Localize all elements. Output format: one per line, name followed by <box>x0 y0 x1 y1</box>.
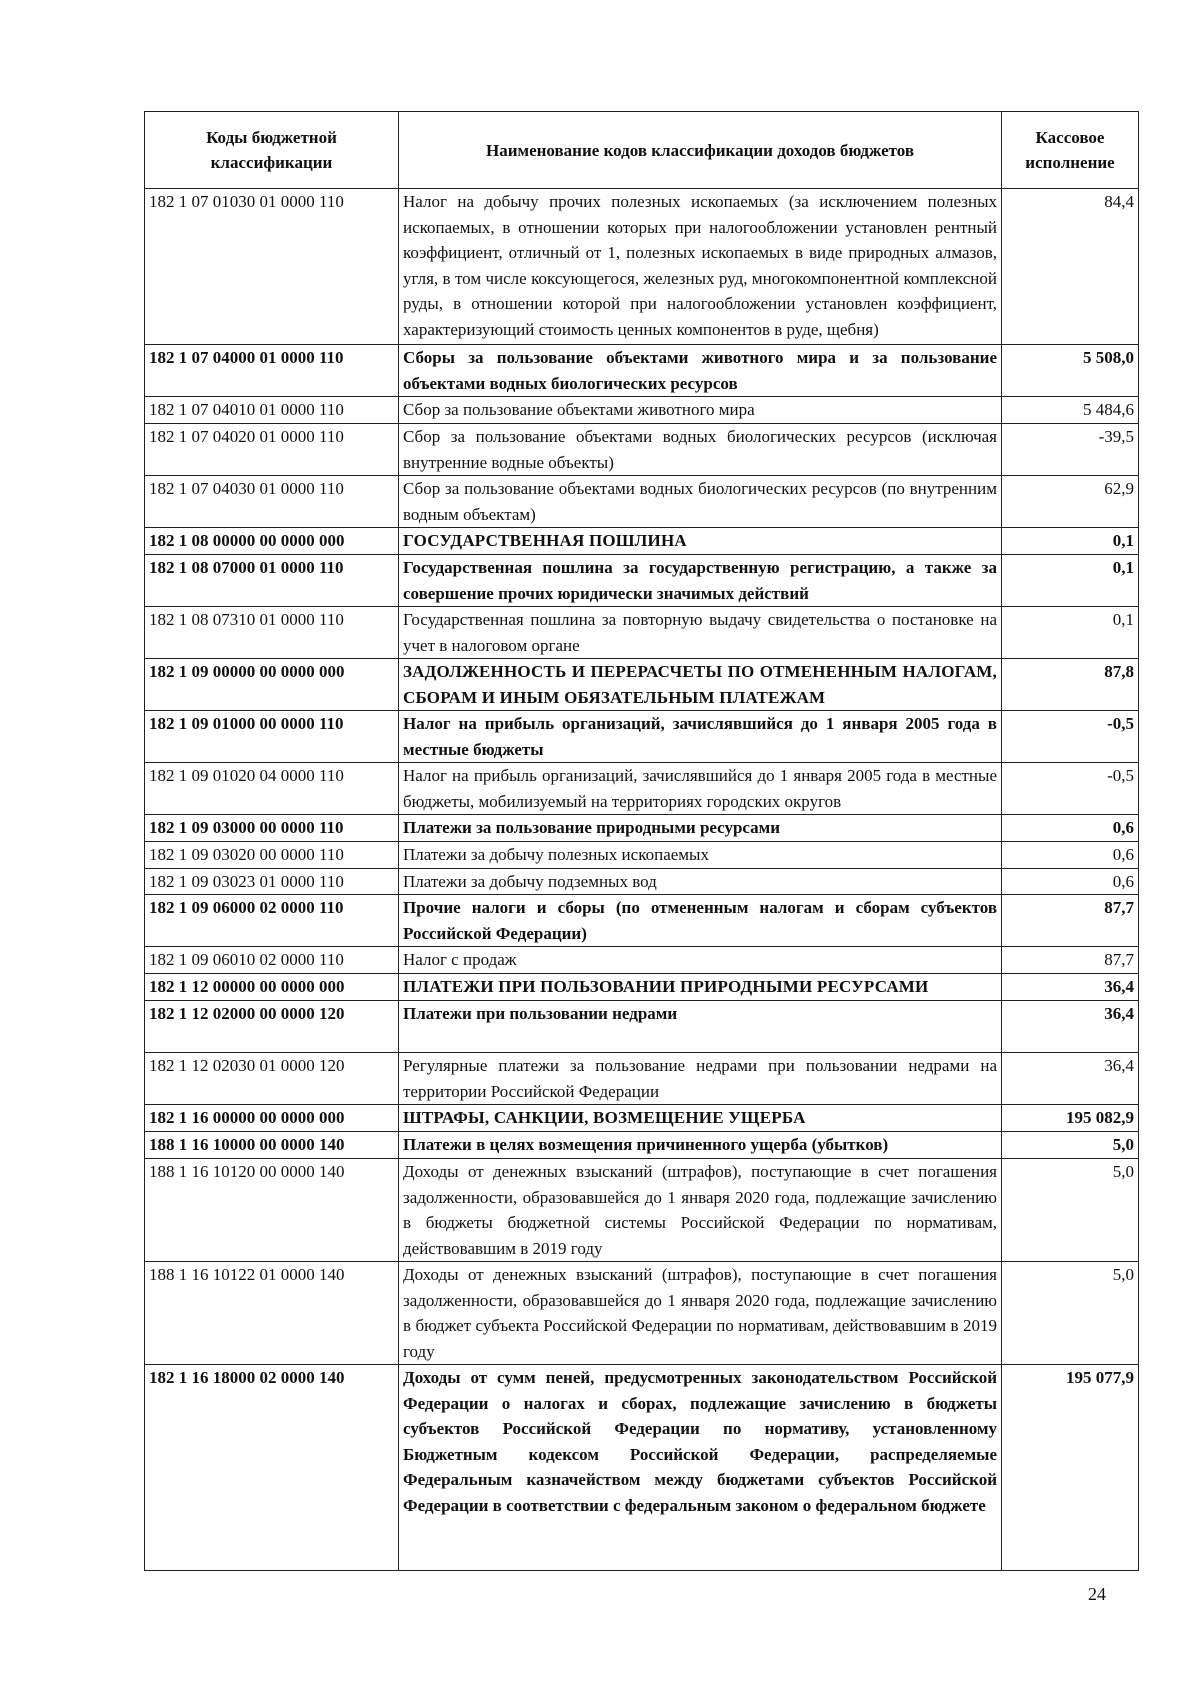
row-name: Платежи за добычу подземных вод <box>399 868 1002 895</box>
row-amount: 0,6 <box>1002 868 1139 895</box>
row-code: 182 1 09 06000 02 0000 110 <box>145 895 399 947</box>
row-amount: 36,4 <box>1002 1001 1139 1053</box>
row-amount: 5,0 <box>1002 1262 1139 1365</box>
row-code: 182 1 12 02030 01 0000 120 <box>145 1053 399 1105</box>
row-name: ГОСУДАРСТВЕННАЯ ПОШЛИНА <box>399 528 1002 555</box>
table-row <box>145 1262 1139 1365</box>
row-amount: -0,5 <box>1002 711 1139 763</box>
row-name: ЗАДОЛЖЕННОСТЬ И ПЕРЕРАСЧЕТЫ ПО ОТМЕНЕННЫМ НАЛОГАМ, СБОРАМ И ИНЫМ ОБЯЗАТЕЛЬНЫМ ПЛАТЕЖАМ <box>399 659 1002 711</box>
table-row <box>145 868 1139 895</box>
table-row <box>145 1053 1139 1105</box>
row-name: Налог на прибыль организаций, зачислявшийся до 1 января 2005 года в местные бюджеты, мобилизуемый на территориях городских округов <box>399 763 1002 815</box>
table-row <box>145 345 1139 397</box>
header-code: Коды бюджетной классификации <box>145 112 399 189</box>
row-amount: -0,5 <box>1002 763 1139 815</box>
row-name: Платежи в целях возмещения причиненного ущерба (убытков) <box>399 1132 1002 1159</box>
row-name: Сбор за пользование объектами водных биологических ресурсов (исключая внутренние водные объекты) <box>399 424 1002 476</box>
row-code: 182 1 09 06010 02 0000 110 <box>145 947 399 974</box>
table-row <box>145 711 1139 763</box>
table-row <box>145 189 1139 345</box>
table-body <box>145 189 1139 1571</box>
table-row <box>145 1105 1139 1132</box>
table-row <box>145 842 1139 869</box>
table-row <box>145 947 1139 974</box>
row-name: Платежи при пользовании недрами <box>399 1001 1002 1053</box>
row-amount: 87,8 <box>1002 659 1139 711</box>
table-row <box>145 763 1139 815</box>
row-amount: 0,6 <box>1002 842 1139 869</box>
row-code: 182 1 09 01020 04 0000 110 <box>145 763 399 815</box>
budget-classification-table <box>144 111 1139 1571</box>
row-code: 182 1 12 00000 00 0000 000 <box>145 974 399 1001</box>
row-amount: 5,0 <box>1002 1132 1139 1159</box>
table-row <box>145 397 1139 424</box>
row-code: 182 1 09 01000 00 0000 110 <box>145 711 399 763</box>
row-amount: 0,1 <box>1002 607 1139 659</box>
row-code: 182 1 08 07310 01 0000 110 <box>145 607 399 659</box>
header-row <box>145 112 1139 189</box>
row-code: 188 1 16 10000 00 0000 140 <box>145 1132 399 1159</box>
row-name: Государственная пошлина за государственную регистрацию, а также за совершение прочих юридически значимых действий <box>399 555 1002 607</box>
row-code: 182 1 07 04020 01 0000 110 <box>145 424 399 476</box>
row-name: Прочие налоги и сборы (по отмененным налогам и сборам субъектов Российской Федерации) <box>399 895 1002 947</box>
row-code: 182 1 09 03023 01 0000 110 <box>145 868 399 895</box>
row-code: 188 1 16 10122 01 0000 140 <box>145 1262 399 1365</box>
row-code: 182 1 12 02000 00 0000 120 <box>145 1001 399 1053</box>
row-name: ПЛАТЕЖИ ПРИ ПОЛЬЗОВАНИИ ПРИРОДНЫМИ РЕСУРСАМИ <box>399 974 1002 1001</box>
row-code: 182 1 07 04030 01 0000 110 <box>145 476 399 528</box>
row-name: Сборы за пользование объектами животного мира и за пользование объектами водных биологических ресурсов <box>399 345 1002 397</box>
row-name: Регулярные платежи за пользование недрами при пользовании недрами на территории Российской Федерации <box>399 1053 1002 1105</box>
row-name: Доходы от сумм пеней, предусмотренных законодательством Российской Федерации о налогах и сборах, подлежащие зачислению в бюджеты субъектов Российской Федерации по нормативу, установленному Бюджетным кодексом Российской Федерации, распределяемые Федеральным казначейством между бюджетами субъектов Российской Федерации в соответствии с федеральным законом о федеральном бюджете <box>399 1365 1002 1571</box>
row-code: 182 1 07 04000 01 0000 110 <box>145 345 399 397</box>
row-amount: 5 484,6 <box>1002 397 1139 424</box>
table-row <box>145 424 1139 476</box>
table-row <box>145 555 1139 607</box>
table-row <box>145 974 1139 1001</box>
table-row <box>145 1159 1139 1262</box>
row-code: 182 1 07 01030 01 0000 110 <box>145 189 399 345</box>
table-row <box>145 476 1139 528</box>
row-code: 182 1 16 18000 02 0000 140 <box>145 1365 399 1571</box>
row-amount: 5 508,0 <box>1002 345 1139 397</box>
row-code: 182 1 09 00000 00 0000 000 <box>145 659 399 711</box>
row-amount: 87,7 <box>1002 947 1139 974</box>
row-code: 182 1 08 07000 01 0000 110 <box>145 555 399 607</box>
header-name: Наименование кодов классификации доходов бюджетов <box>399 112 1002 189</box>
row-amount: 195 077,9 <box>1002 1365 1139 1571</box>
row-amount: 36,4 <box>1002 974 1139 1001</box>
row-amount: 0,1 <box>1002 555 1139 607</box>
table-row <box>145 659 1139 711</box>
row-amount: 0,1 <box>1002 528 1139 555</box>
row-name: Налог с продаж <box>399 947 1002 974</box>
table-row <box>145 895 1139 947</box>
row-name: Доходы от денежных взысканий (штрафов), поступающие в счет погашения задолженности, образовавшейся до 1 января 2020 года, подлежащие зачислению в бюджет субъекта Российской Федерации по нормативам, действовавшим в 2019 году <box>399 1262 1002 1365</box>
row-amount: 36,4 <box>1002 1053 1139 1105</box>
table-row <box>145 1132 1139 1159</box>
row-code: 182 1 09 03000 00 0000 110 <box>145 815 399 842</box>
page-number: 24 <box>1088 1584 1106 1604</box>
row-name: Платежи за пользование природными ресурсами <box>399 815 1002 842</box>
table-header <box>145 112 1139 189</box>
table-row <box>145 607 1139 659</box>
table-row <box>145 528 1139 555</box>
row-code: 182 1 16 00000 00 0000 000 <box>145 1105 399 1132</box>
row-amount: -39,5 <box>1002 424 1139 476</box>
row-amount: 62,9 <box>1002 476 1139 528</box>
row-name: Сбор за пользование объектами водных биологических ресурсов (по внутренним водным объектам) <box>399 476 1002 528</box>
row-name: Налог на добычу прочих полезных ископаемых (за исключением полезных ископаемых, в отношении которых при налогообложении установлен рентный коэффициент, отличный от 1, полезных ископаемых в виде природных алмазов, угля, в том числе коксующегося, железных руд, многокомпонентной комплексной руды, в отношении которой при налогообложении установлен коэффициент, характеризующий стоимость ценных компонентов в руде, щебня) <box>399 189 1002 345</box>
row-code: 188 1 16 10120 00 0000 140 <box>145 1159 399 1262</box>
row-name: Государственная пошлина за повторную выдачу свидетельства о постановке на учет в налоговом органе <box>399 607 1002 659</box>
table-row <box>145 815 1139 842</box>
row-amount: 195 082,9 <box>1002 1105 1139 1132</box>
row-code: 182 1 07 04010 01 0000 110 <box>145 397 399 424</box>
row-name: ШТРАФЫ, САНКЦИИ, ВОЗМЕЩЕНИЕ УЩЕРБА <box>399 1105 1002 1132</box>
row-name: Сбор за пользование объектами животного мира <box>399 397 1002 424</box>
row-name: Доходы от денежных взысканий (штрафов), поступающие в счет погашения задолженности, образовавшейся до 1 января 2020 года, подлежащие зачислению в бюджеты бюджетной системы Российской Федерации по нормативам, действовавшим в 2019 году <box>399 1159 1002 1262</box>
table-row <box>145 1001 1139 1053</box>
row-amount: 87,7 <box>1002 895 1139 947</box>
row-name: Платежи за добычу полезных ископаемых <box>399 842 1002 869</box>
row-name: Налог на прибыль организаций, зачислявшийся до 1 января 2005 года в местные бюджеты <box>399 711 1002 763</box>
row-amount: 5,0 <box>1002 1159 1139 1262</box>
header-amount: Кассовое исполнение <box>1002 112 1139 189</box>
row-amount: 0,6 <box>1002 815 1139 842</box>
row-code: 182 1 09 03020 00 0000 110 <box>145 842 399 869</box>
row-amount: 84,4 <box>1002 189 1139 345</box>
table-row <box>145 1365 1139 1571</box>
row-code: 182 1 08 00000 00 0000 000 <box>145 528 399 555</box>
